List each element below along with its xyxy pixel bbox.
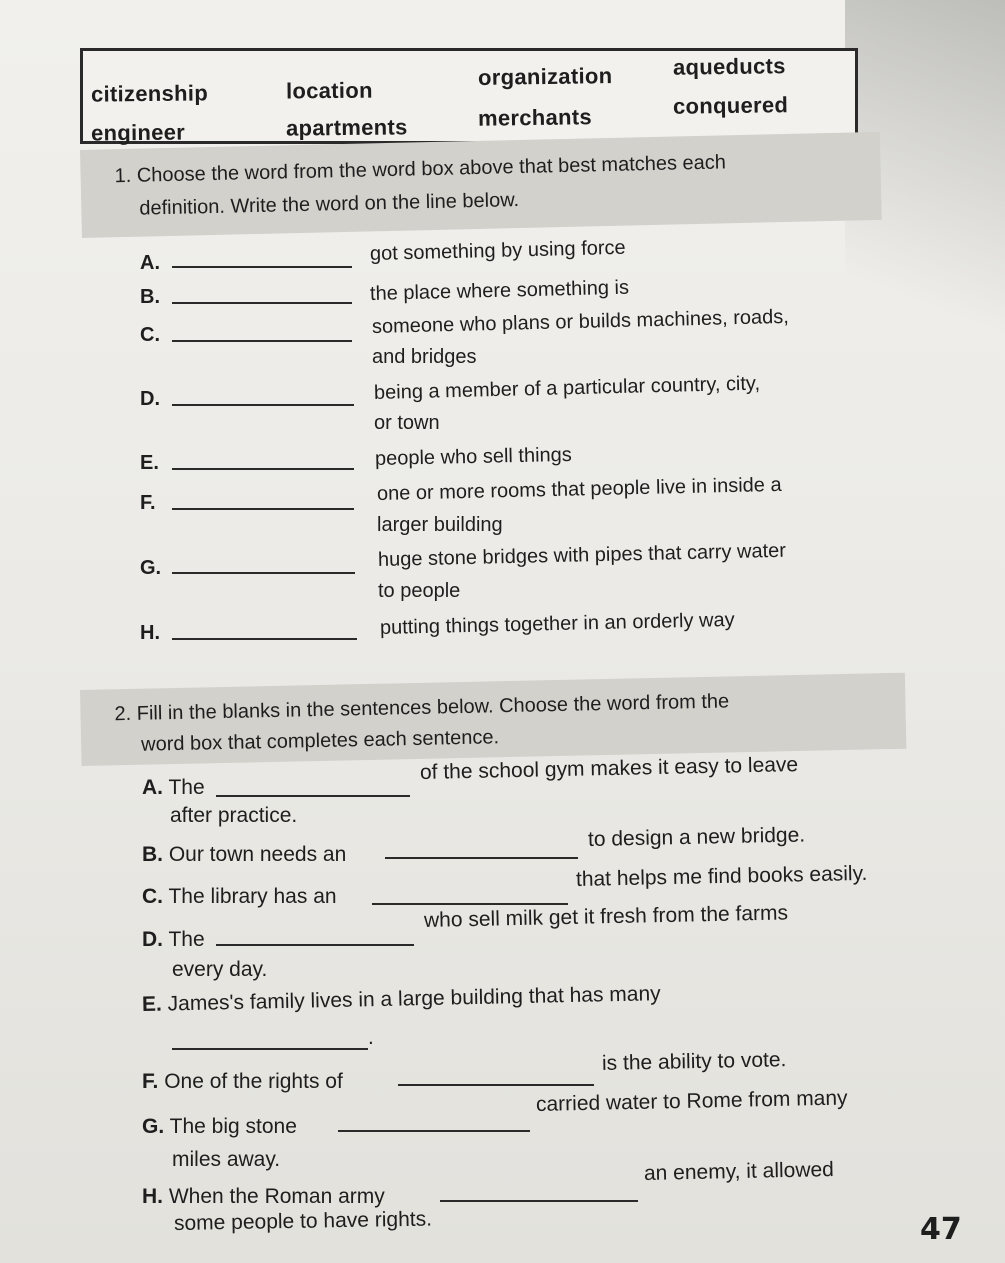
answer-blank[interactable]	[216, 795, 410, 797]
item-letter: F.	[140, 492, 156, 514]
item-letter: H.	[140, 622, 160, 644]
item-letter: F.	[142, 1070, 159, 1093]
item-letter: C.	[142, 885, 163, 908]
sentence-text: When the Roman army	[168, 1185, 385, 1208]
definition-text: and bridges	[372, 346, 477, 368]
definition-text: being a member of a particular country, city,	[373, 372, 761, 404]
definition-text: got something by using force	[369, 236, 626, 265]
sentence-text: is the ability to vote.	[601, 1048, 787, 1075]
word-box-word: aqueducts	[672, 53, 786, 80]
answer-blank[interactable]	[172, 1048, 368, 1050]
answer-blank[interactable]	[440, 1200, 638, 1202]
word-box-word: organization	[477, 63, 613, 90]
word-box	[80, 48, 858, 144]
section1-instruction-band	[80, 132, 882, 238]
sentence-text: The	[168, 928, 205, 951]
word-box-word: engineer	[90, 119, 186, 146]
item-letter: A.	[142, 776, 163, 799]
item-letter: H.	[142, 1185, 163, 1208]
sentence-text: The	[168, 776, 205, 799]
word-box-word: location	[285, 77, 373, 104]
sentence-text: to design a new bridge.	[587, 823, 806, 851]
definition-text: larger building	[377, 514, 503, 536]
section2-instruction: 2. Fill in the blanks in the sentences below. Choose the word from the	[114, 690, 730, 726]
word-box-word: citizenship	[90, 80, 209, 107]
definition-text: or town	[374, 412, 440, 434]
word-box-word: apartments	[285, 114, 408, 141]
answer-blank[interactable]	[172, 638, 357, 640]
item-letter: G.	[140, 557, 162, 579]
definition-text: people who sell things	[374, 443, 572, 470]
sentence-text: that helps me find books easily.	[575, 861, 868, 891]
page-number: 47	[920, 1212, 962, 1247]
answer-blank[interactable]	[172, 508, 354, 510]
answer-blank[interactable]	[172, 266, 352, 268]
sentence-text: .	[368, 1026, 374, 1049]
answer-blank[interactable]	[372, 903, 568, 905]
sentence-text: an enemy, it allowed	[643, 1158, 835, 1185]
answer-blank[interactable]	[385, 857, 578, 859]
sentence-text: of the school gym makes it easy to leave	[419, 753, 799, 784]
definition-text: huge stone bridges with pipes that carry water	[377, 539, 787, 571]
item-letter: B.	[142, 843, 163, 866]
item-letter: D.	[142, 928, 163, 951]
sentence-text: miles away.	[172, 1148, 281, 1171]
answer-blank[interactable]	[172, 404, 354, 406]
answer-blank[interactable]	[338, 1130, 530, 1132]
sentence-text: The big stone	[169, 1115, 297, 1138]
sentence-text: every day.	[172, 958, 268, 981]
section1-instruction: definition. Write the word on the line below.	[139, 189, 520, 220]
sentence-text: The library has an	[168, 885, 337, 908]
item-letter: G.	[142, 1115, 165, 1138]
item-letter: D.	[140, 388, 160, 410]
word-box-word: conquered	[672, 92, 789, 119]
section2-instruction-band	[80, 673, 906, 766]
word-box-word: merchants	[477, 104, 593, 131]
answer-blank[interactable]	[216, 944, 414, 946]
sentence-text: James's family lives in a large building that has many	[167, 982, 661, 1016]
sentence-text: Our town needs an	[168, 843, 347, 866]
item-letter: A.	[140, 252, 160, 274]
section2-instruction: word box that completes each sentence.	[140, 726, 500, 756]
answer-blank[interactable]	[172, 572, 355, 574]
definition-text: the place where something is	[369, 276, 630, 305]
answer-blank[interactable]	[172, 302, 352, 304]
item-letter: C.	[140, 324, 160, 346]
sentence-text: some people to have rights.	[173, 1207, 433, 1235]
definition-text: to people	[378, 580, 461, 602]
sentence-text: after practice.	[170, 804, 298, 827]
item-letter: B.	[140, 286, 160, 308]
sentence-text: carried water to Rome from many	[535, 1086, 848, 1116]
definition-text: putting things together in an orderly way	[379, 608, 735, 639]
sentence-text: who sell milk get it fresh from the farms	[423, 901, 789, 932]
answer-blank[interactable]	[172, 468, 354, 470]
answer-blank[interactable]	[398, 1084, 594, 1086]
definition-text: someone who plans or builds machines, roads,	[371, 305, 790, 338]
section1-instruction: 1. Choose the word from the word box above that best matches each	[114, 151, 727, 188]
item-letter: E.	[140, 452, 159, 474]
sentence-text: One of the rights of	[164, 1070, 343, 1093]
item-letter: E.	[141, 992, 163, 1016]
definition-text: one or more rooms that people live in inside a	[376, 473, 782, 505]
answer-blank[interactable]	[172, 340, 352, 342]
